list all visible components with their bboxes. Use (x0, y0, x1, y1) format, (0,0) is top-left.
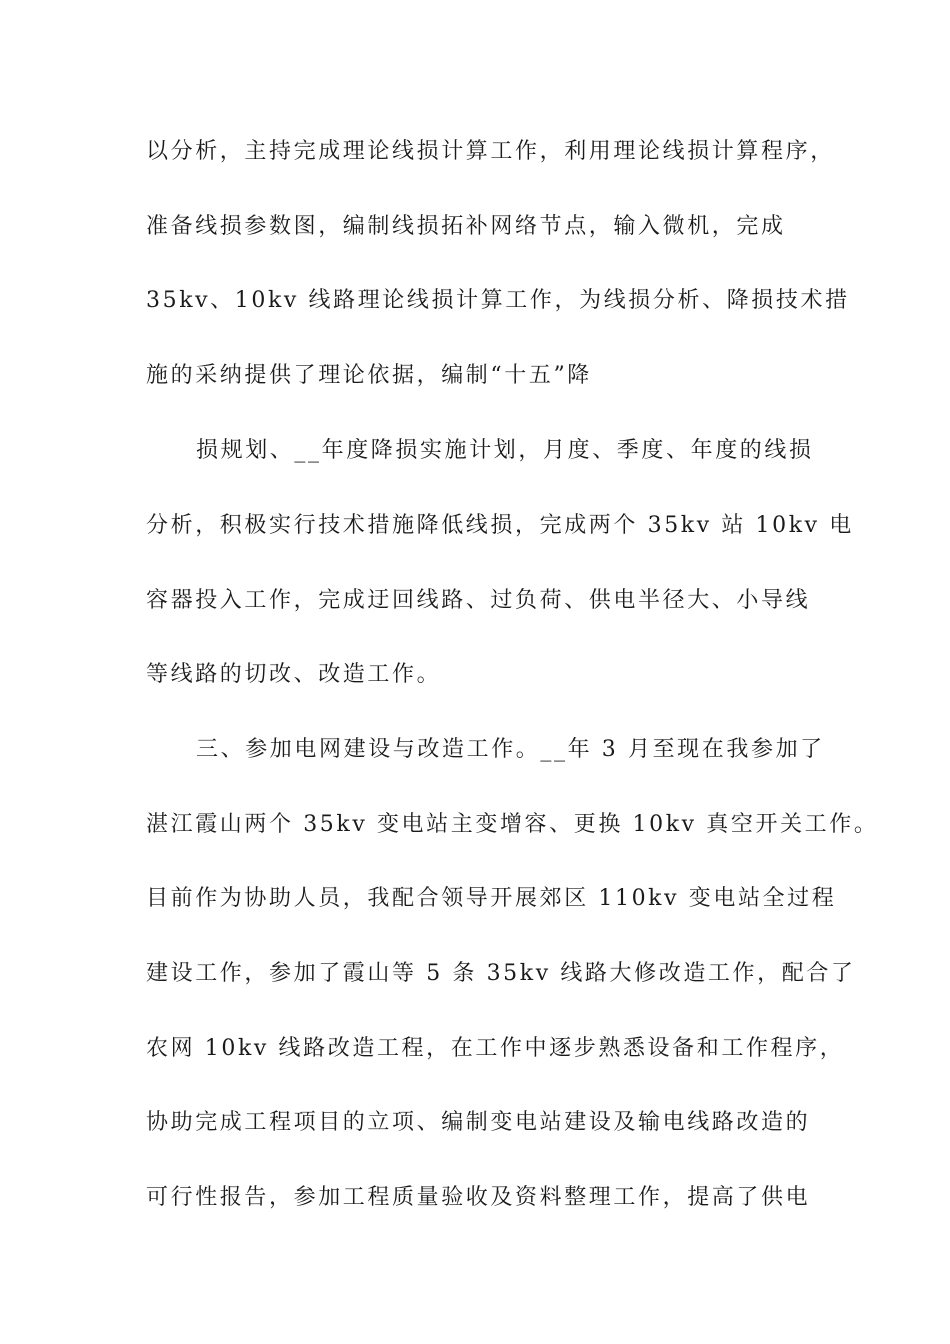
text-line: 损规划、__年度降损实施计划，月度、季度、年度的线损 (196, 438, 814, 463)
text-line: 三、参加电网建设与改造工作。__年 3 月至现在我参加了 (196, 737, 825, 762)
text-line: 以分析，主持完成理论线损计算工作，利用理论线损计算程序， (146, 139, 835, 164)
text-line: 35kv、10kv 线路理论线损计算工作，为线损分析、降损技术措 (146, 288, 850, 313)
text-line: 等线路的切改、改造工作。 (146, 662, 442, 687)
text-line: 容器投入工作，完成迂回线路、过负荷、供电半径大、小导线 (146, 588, 811, 613)
text-line: 目前作为协助人员，我配合领导开展郊区 110kv 变电站全过程 (146, 886, 837, 911)
text-line: 施的采纳提供了理论依据，编制“十五”降 (146, 363, 592, 388)
text-line: 分析，积极实行技术措施降低线损，完成两个 35kv 站 10kv 电 (146, 513, 854, 538)
text-line: 建设工作，参加了霞山等 5 条 35kv 线路大修改造工作，配合了 (146, 961, 856, 986)
text-line: 协助完成工程项目的立项、编制变电站建设及输电线路改造的 (146, 1110, 811, 1135)
text-line: 湛江霞山两个 35kv 变电站主变增容、更换 10kv 真空开关工作。 (146, 812, 879, 837)
text-line: 农网 10kv 线路改造工程，在工作中逐步熟悉设备和工作程序， (146, 1036, 845, 1061)
text-line: 准备线损参数图，编制线损拓补网络节点，输入微机，完成 (146, 214, 786, 239)
text-line: 可行性报告，参加工程质量验收及资料整理工作，提高了供电 (146, 1185, 811, 1210)
